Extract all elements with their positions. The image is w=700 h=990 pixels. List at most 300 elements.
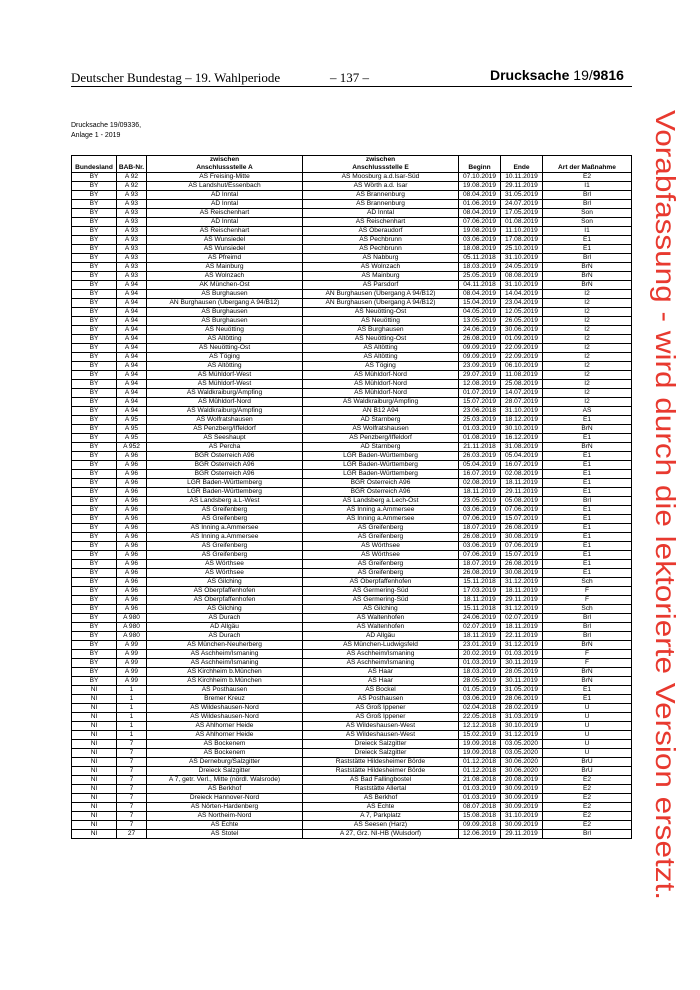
table-row [72,623,632,632]
cell-anschlussstelle-a: AN Burghausen (Übergang A 94/B12) [147,299,303,308]
cell-art: Brl [543,623,632,632]
cell-babnr: 7 [117,785,147,794]
cell-anschlussstelle-e: AD Inntal [303,209,459,218]
cell-babnr: 1 [117,713,147,722]
cell-ende: 31.10.2019 [501,812,543,821]
cell-babnr: A 92 [117,173,147,182]
cell-beginn: 02.08.2019 [459,479,501,488]
cell-ende: 05.08.2019 [501,497,543,506]
cell-art: I2 [543,326,632,335]
cell-babnr: A 93 [117,254,147,263]
cell-babnr: A 93 [117,200,147,209]
cell-anschlussstelle-a: BGR Österreich A96 [147,461,303,470]
cell-bundesland: BY [72,560,117,569]
cell-babnr: A 94 [117,362,147,371]
cell-babnr: A 980 [117,623,147,632]
cell-anschlussstelle-e: AS Neuötting-Ost [303,308,459,317]
cell-ende: 30.09.2019 [501,794,543,803]
table-row [72,200,632,209]
cell-beginn: 08.04.2019 [459,191,501,200]
table-row [72,776,632,785]
cell-bundesland: NI [72,722,117,731]
header-anschlussstelle-a: Anschlussstelle A [147,164,303,173]
cell-anschlussstelle-a: AS Pfreimd [147,254,303,263]
cell-babnr: A 94 [117,326,147,335]
cell-bundesland: NI [72,803,117,812]
cell-art: E1 [543,533,632,542]
cell-beginn: 03.06.2019 [459,542,501,551]
cell-babnr: 7 [117,749,147,758]
cell-bundesland: BY [72,425,117,434]
cell-anschlussstelle-a: AS Greifenberg [147,515,303,524]
cell-anschlussstelle-e: A 27, Grz. NI-HB (Wulsdorf) [303,830,459,839]
cell-bundesland: BY [72,290,117,299]
cell-babnr: 7 [117,758,147,767]
cell-bundesland: NI [72,794,117,803]
cell-ende: 29.11.2019 [501,596,543,605]
cell-anschlussstelle-e: A 7, Parkplatz [303,812,459,821]
cell-anschlussstelle-e: AS Penzberg/Iffeldorf [303,434,459,443]
cell-art: Brl [543,830,632,839]
table-row [72,569,632,578]
table-row [72,506,632,515]
cell-bundesland: BY [72,470,117,479]
cell-beginn: 03.06.2019 [459,236,501,245]
cell-ende: 22.11.2019 [501,632,543,641]
cell-anschlussstelle-e: LGR Baden-Württemberg [303,461,459,470]
cell-bundesland: BY [72,542,117,551]
cell-babnr: A 93 [117,263,147,272]
cell-babnr: A 94 [117,281,147,290]
cell-beginn: 12.12.2018 [459,722,501,731]
cell-anschlussstelle-e: AS Inning a.Ammersee [303,515,459,524]
table-row [72,686,632,695]
cell-bundesland: BY [72,461,117,470]
cell-ende: 15.07.2019 [501,551,543,560]
cell-beginn: 15.07.2019 [459,398,501,407]
table-row [72,344,632,353]
cell-art: E1 [543,461,632,470]
draft-watermark [648,110,688,905]
cell-anschlussstelle-a: AS Wörthsee [147,560,303,569]
table-row [72,281,632,290]
cell-anschlussstelle-a: AS Reischenhart [147,209,303,218]
table-row [72,542,632,551]
cell-art: Son [543,218,632,227]
cell-ende: 28.02.2019 [501,704,543,713]
cell-bundesland: BY [72,191,117,200]
cell-art: E1 [543,515,632,524]
cell-babnr: 7 [117,740,147,749]
cell-anschlussstelle-a: AS Greifenberg [147,506,303,515]
cell-babnr: A 96 [117,542,147,551]
cell-babnr: A 980 [117,632,147,641]
cell-ende: 31.12.2019 [501,578,543,587]
cell-anschlussstelle-e: AS Greifenberg [303,524,459,533]
cell-art: Brl [543,614,632,623]
header-page-number: – 137 – [330,70,369,85]
table-row [72,461,632,470]
table-row [72,452,632,461]
cell-beginn: 04.05.2019 [459,308,501,317]
cell-babnr: 27 [117,830,147,839]
cell-anschlussstelle-e: BGR Österreich A96 [303,488,459,497]
cell-bundesland: NI [72,830,117,839]
cell-anschlussstelle-e: AS Pechbrunn [303,245,459,254]
table-row [72,605,632,614]
cell-anschlussstelle-a: AS Seeshaupt [147,434,303,443]
cell-beginn: 07.06.2019 [459,218,501,227]
cell-art: F [543,650,632,659]
cell-anschlussstelle-e: AS Wildeshausen-West [303,731,459,740]
cell-art: E2 [543,821,632,830]
table-row [72,497,632,506]
cell-anschlussstelle-e: AS Inning a.Ammersee [303,506,459,515]
cell-beginn: 25.03.2019 [459,416,501,425]
cell-babnr: A 94 [117,398,147,407]
cell-ende: 03.05.2020 [501,749,543,758]
cell-babnr: A 99 [117,677,147,686]
cell-art: I2 [543,362,632,371]
cell-art: E2 [543,776,632,785]
cell-ende: 12.05.2019 [501,308,543,317]
cell-ende: 30.06.2020 [501,758,543,767]
cell-bundesland: BY [72,281,117,290]
cell-anschlussstelle-e: AS Wörthsee [303,551,459,560]
cell-anschlussstelle-e: AS Wolfratshausen [303,425,459,434]
cell-anschlussstelle-a: AS Posthausen [147,686,303,695]
table-row [72,551,632,560]
cell-ende: 11.08.2019 [501,371,543,380]
cell-art: BrU [543,758,632,767]
cell-bundesland: BY [72,452,117,461]
cell-beginn: 01.03.2019 [459,794,501,803]
header-zwischen-a: zwischen [147,156,303,165]
cell-anschlussstelle-e: AS Berkhof [303,794,459,803]
cell-beginn: 26.08.2019 [459,533,501,542]
cell-ende: 15.07.2019 [501,515,543,524]
cell-anschlussstelle-a: LGR Baden-Württemberg [147,479,303,488]
table-row [72,443,632,452]
cell-bundesland: BY [72,353,117,362]
cell-babnr: 7 [117,803,147,812]
cell-art: I2 [543,353,632,362]
table-header-row-1 [72,156,632,165]
header-drucksache [490,67,624,83]
watermark-svg [648,110,688,905]
cell-beginn: 19.09.2018 [459,749,501,758]
table-row [72,533,632,542]
cell-beginn: 18.08.2019 [459,245,501,254]
cell-art: E1 [543,479,632,488]
cell-anschlussstelle-a: AS Mühldorf-Nord [147,398,303,407]
cell-ende: 06.10.2019 [501,362,543,371]
cell-ende: 14.04.2019 [501,290,543,299]
cell-ende: 11.10.2019 [501,227,543,236]
cell-anschlussstelle-e: AS Brannenburg [303,191,459,200]
cell-anschlussstelle-e: LGR Baden-Württemberg [303,452,459,461]
cell-anschlussstelle-e: AS Altötting [303,344,459,353]
cell-anschlussstelle-e: AS Seesen (Harz) [303,821,459,830]
cell-anschlussstelle-a: AS Aschheim/Ismaning [147,659,303,668]
cell-babnr: 1 [117,704,147,713]
cell-anschlussstelle-e: AS Altötting [303,353,459,362]
cell-anschlussstelle-a: AS Northeim-Nord [147,812,303,821]
cell-ende: 01.09.2019 [501,335,543,344]
cell-bundesland: BY [72,596,117,605]
cell-anschlussstelle-a: AS Wörthsee [147,569,303,578]
cell-art: I2 [543,290,632,299]
cell-anschlussstelle-e: AS Greifenberg [303,560,459,569]
cell-beginn: 18.07.2019 [459,560,501,569]
header-cell-empty [501,156,543,165]
table-row [72,515,632,524]
cell-anschlussstelle-a: AS Wildeshausen-Nord [147,713,303,722]
cell-anschlussstelle-a: AS Oberpfaffenhofen [147,587,303,596]
cell-anschlussstelle-a: AS Greifenberg [147,542,303,551]
cell-art: E2 [543,794,632,803]
cell-ende: 30.06.2019 [501,326,543,335]
table-row [72,209,632,218]
cell-art: AS [543,407,632,416]
cell-babnr: A 99 [117,641,147,650]
cell-ende: 22.09.2019 [501,344,543,353]
cell-art: Son [543,209,632,218]
table-row [72,335,632,344]
cell-beginn: 28.05.2019 [459,677,501,686]
cell-ende: 07.06.2019 [501,506,543,515]
cell-art: I2 [543,389,632,398]
cell-ende: 25.10.2019 [501,245,543,254]
table-row [72,236,632,245]
table-row [72,794,632,803]
table-row [72,272,632,281]
cell-anschlussstelle-a: AS Inning a.Ammersee [147,533,303,542]
cell-bundesland: BY [72,344,117,353]
cell-bundesland: BY [72,218,117,227]
table-row [72,821,632,830]
cell-bundesland: BY [72,434,117,443]
header-ende: Ende [501,164,543,173]
cell-babnr: 7 [117,794,147,803]
cell-beginn: 01.12.2018 [459,767,501,776]
cell-bundesland: BY [72,515,117,524]
cell-art: BrN [543,425,632,434]
table-row [72,263,632,272]
cell-beginn: 08.04.2019 [459,209,501,218]
cell-bundesland: BY [72,587,117,596]
table-row [72,479,632,488]
cell-art: BrN [543,668,632,677]
cell-ende: 08.08.2019 [501,272,543,281]
cell-beginn: 18.03.2019 [459,668,501,677]
cell-anschlussstelle-e: AS Mainburg [303,272,459,281]
header-zwischen-e: zwischen [303,156,459,165]
cell-ende: 20.08.2019 [501,776,543,785]
cell-anschlussstelle-a: AS Bockenem [147,749,303,758]
cell-ende: 10.11.2019 [501,173,543,182]
cell-bundesland: BY [72,308,117,317]
cell-babnr: A 96 [117,524,147,533]
cell-ende: 16.07.2019 [501,461,543,470]
cell-anschlussstelle-e: Dreieck Salzgitter [303,749,459,758]
cell-ende: 25.08.2019 [501,380,543,389]
cell-anschlussstelle-e: AS Echte [303,803,459,812]
cell-bundesland: NI [72,758,117,767]
cell-anschlussstelle-e: AS Töging [303,362,459,371]
cell-babnr: A 980 [117,614,147,623]
cell-beginn: 12.08.2019 [459,380,501,389]
cell-beginn: 18.07.2019 [459,524,501,533]
cell-art: E1 [543,506,632,515]
cell-ende: 30.09.2019 [501,821,543,830]
cell-bundesland: BY [72,443,117,452]
cell-anschlussstelle-e: AS Groß Ippener [303,713,459,722]
cell-anschlussstelle-e: AD Allgäu [303,632,459,641]
cell-art: E1 [543,236,632,245]
table-row [72,353,632,362]
cell-babnr: A 95 [117,434,147,443]
cell-beginn: 01.03.2019 [459,659,501,668]
cell-art: BrN [543,677,632,686]
cell-anschlussstelle-e: AN Burghausen (Übergang A 94/B12) [303,290,459,299]
cell-art: Sch [543,605,632,614]
header-anschlussstelle-e: Anschlussstelle E [303,164,459,173]
cell-beginn: 13.05.2019 [459,317,501,326]
cell-bundesland: BY [72,659,117,668]
cell-anschlussstelle-a: AS Kirchheim b.München [147,668,303,677]
cell-bundesland: BY [72,506,117,515]
cell-babnr: A 94 [117,380,147,389]
cell-beginn: 23.05.2019 [459,497,501,506]
cell-bundesland: BY [72,362,117,371]
cell-babnr: 7 [117,776,147,785]
cell-anschlussstelle-e: AS Parsdorf [303,281,459,290]
cell-babnr: A 94 [117,344,147,353]
cell-anschlussstelle-a: AS Ahlhorner Heide [147,731,303,740]
cell-ende: 18.11.2019 [501,479,543,488]
cell-art: E1 [543,542,632,551]
cell-ende: 16.12.2019 [501,434,543,443]
cell-beginn: 01.07.2019 [459,389,501,398]
cell-beginn: 24.06.2019 [459,614,501,623]
table-header-row-2 [72,164,632,173]
cell-babnr: A 96 [117,506,147,515]
cell-bundesland: BY [72,182,117,191]
cell-anschlussstelle-a: AD Inntal [147,191,303,200]
cell-bundesland: BY [72,569,117,578]
cell-anschlussstelle-e: AS Germering-Süd [303,596,459,605]
cell-anschlussstelle-a: AS Oberpfaffenhofen [147,596,303,605]
header-publication: Deutscher Bundestag – 19. Wahlperiode [71,70,281,85]
cell-anschlussstelle-a: AS Töging [147,353,303,362]
cell-anschlussstelle-a: AS Bockenem [147,740,303,749]
cell-beginn: 01.08.2019 [459,434,501,443]
header-bundesland: Bundesland [72,164,117,173]
table-row [72,785,632,794]
cell-beginn: 18.11.2019 [459,632,501,641]
cell-bundesland: NI [72,704,117,713]
table-row [72,380,632,389]
cell-babnr: A 94 [117,317,147,326]
cell-beginn: 16.07.2019 [459,470,501,479]
cell-ende: 07.06.2019 [501,542,543,551]
cell-babnr: A 94 [117,371,147,380]
cell-bundesland: NI [72,686,117,695]
cell-bundesland: BY [72,299,117,308]
cell-babnr: A 952 [117,443,147,452]
cell-anschlussstelle-e: AS Wildeshausen-West [303,722,459,731]
cell-ende: 18.11.2019 [501,587,543,596]
cell-bundesland: NI [72,776,117,785]
cell-beginn: 02.04.2018 [459,704,501,713]
cell-bundesland: BY [72,317,117,326]
cell-anschlussstelle-e: AS Oberpfaffenhofen [303,578,459,587]
cell-beginn: 02.07.2019 [459,623,501,632]
cell-bundesland: BY [72,326,117,335]
cell-beginn: 15.02.2019 [459,731,501,740]
cell-anschlussstelle-e: AS Mühldorf-Nord [303,389,459,398]
table-row [72,317,632,326]
cell-beginn: 26.08.2019 [459,335,501,344]
cell-ende: 31.12.2019 [501,731,543,740]
cell-ende: 29.11.2019 [501,830,543,839]
cell-beginn: 08.07.2018 [459,803,501,812]
cell-ende: 02.08.2019 [501,470,543,479]
cell-anschlussstelle-e: AS München-Ludwigsfeld [303,641,459,650]
cell-anschlussstelle-e: BGR Österreich A96 [303,479,459,488]
cell-babnr: A 93 [117,272,147,281]
table-row [72,812,632,821]
table-row [72,722,632,731]
header-cell-empty [72,156,117,165]
cell-babnr: A 94 [117,407,147,416]
cell-bundesland: BY [72,578,117,587]
cell-bundesland: NI [72,812,117,821]
cell-beginn: 15.11.2018 [459,605,501,614]
cell-anschlussstelle-a: BGR Österreich A96 [147,470,303,479]
cell-anschlussstelle-e: AD Starnberg [303,443,459,452]
table-row [72,668,632,677]
cell-art: I2 [543,398,632,407]
cell-ende: 30.10.2019 [501,722,543,731]
cell-ende: 01.08.2019 [501,218,543,227]
cell-beginn: 21.08.2018 [459,776,501,785]
cell-anschlussstelle-a: AS Percha [147,443,303,452]
cell-anschlussstelle-a: AS Mainburg [147,263,303,272]
cell-art: E1 [543,245,632,254]
cell-ende: 18.12.2019 [501,416,543,425]
cell-anschlussstelle-a: AS Altötting [147,335,303,344]
cell-babnr: A 94 [117,308,147,317]
cell-ende: 31.08.2019 [501,443,543,452]
reference-line-1: Drucksache 19/09336, [71,122,142,129]
cell-art: Brl [543,632,632,641]
table-row [72,398,632,407]
cell-babnr: A 93 [117,245,147,254]
cell-ende: 17.05.2019 [501,209,543,218]
closures-table [71,155,632,839]
cell-bundesland: NI [72,785,117,794]
cell-anschlussstelle-e: AS Groß Ippener [303,704,459,713]
cell-anschlussstelle-a: LGR Baden-Württemberg [147,488,303,497]
cell-anschlussstelle-e: AS Waldkraiburg/Ampfing [303,398,459,407]
cell-ende: 28.05.2019 [501,668,543,677]
cell-ende: 31.10.2019 [501,281,543,290]
cell-babnr: A 95 [117,416,147,425]
cell-anschlussstelle-e: AS Haar [303,677,459,686]
cell-ende: 14.07.2019 [501,389,543,398]
